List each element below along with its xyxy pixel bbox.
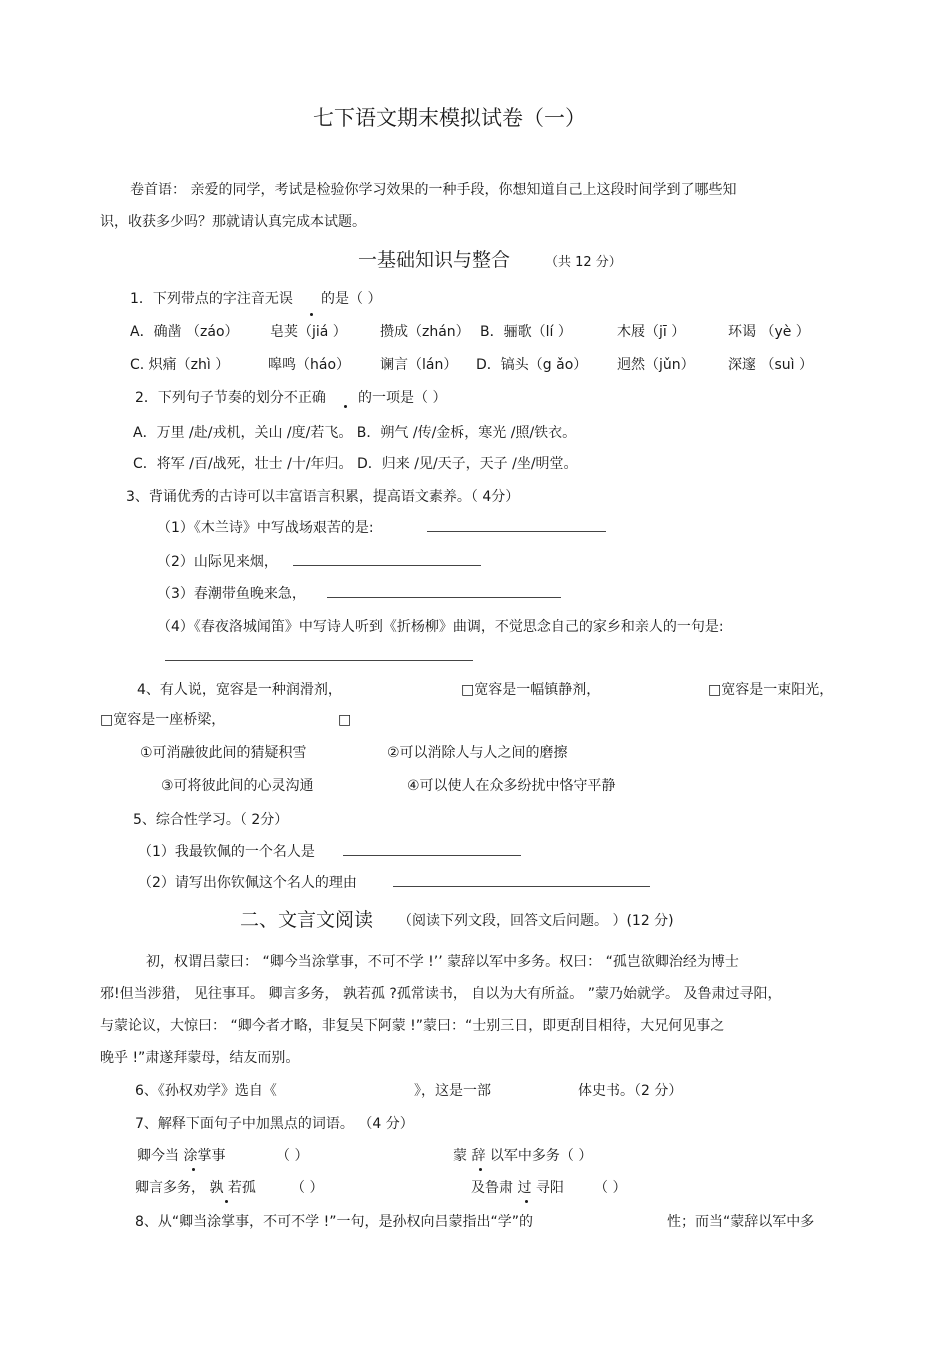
q7-answer-paren: （ ）: [291, 1180, 324, 1196]
intro-line-1: 卷首语： 亲爱的同学，考试是检验你学习效果的一种手段，你想知道自己上这段时间学到了哪些知: [130, 182, 737, 198]
q5-item: （1）我最钦佩的一个名人是: [138, 844, 315, 860]
q3-item: （4）《春夜洛城闻笛》中写诗人听到《折杨柳》曲调，不觉思念自己的家乡和亲人的一句是:: [157, 619, 724, 635]
q4-option: ④可以使人在众多纷扰中恪守平静: [407, 778, 616, 794]
emphasis-dot: [525, 1200, 528, 1203]
q3-item: （3）春潮带鱼晚来急，: [157, 586, 306, 602]
q7-item: 卿言多务， 孰 若孤: [135, 1180, 256, 1196]
q4-segment: □宽容是一座桥梁，: [100, 712, 226, 728]
q1-stem-end: 的是（ ）: [321, 291, 382, 307]
q1-option: 嗥鸣（háo）: [268, 357, 351, 373]
q8-stem-end: 性；而当“蒙辞以军中多: [667, 1214, 815, 1230]
q1-option: 谰言（lán）: [380, 357, 458, 373]
emphasis-dot: [225, 1200, 228, 1203]
answer-blank[interactable]: [343, 855, 521, 856]
section2-heading: 二、文言文阅读: [240, 909, 374, 931]
answer-blank[interactable]: [427, 531, 606, 532]
q1-option: 攒成（zhán）: [380, 324, 470, 340]
q1-stem: 1．下列带点的字注音无误: [130, 291, 293, 307]
q7-item: 卿今当 涂掌事: [137, 1148, 226, 1164]
q2-options-ab: A．万里 /赴/戎机，关山 /度/若飞。 B．朔气 /传/金柝，寒光 /照/铁衣。: [133, 425, 577, 441]
page-title: 七下语文期末模拟试卷（一）: [313, 106, 586, 130]
q7-answer-paren: （ ）: [594, 1180, 627, 1196]
passage-line: 晚乎 !”肃遂拜蒙母，结友而别。: [100, 1050, 300, 1066]
q4-option: ①可消融彼此间的猜疑积雪: [140, 745, 307, 761]
q2-stem-end: 的一项是（ ）: [358, 390, 447, 406]
q2-stem: 2．下列句子节奏的划分不正确: [135, 390, 326, 406]
q1-option: 木屐（jī ）: [617, 324, 686, 340]
q4-segment: □宽容是一幅镇静剂，: [461, 682, 601, 698]
q6-stem-mid: 》，这是一部: [414, 1083, 491, 1099]
q4-option: ②可以消除人与人之间的磨擦: [387, 745, 568, 761]
q4-segment: □: [338, 712, 352, 728]
q4-segment: □宽容是一束阳光，: [708, 682, 834, 698]
q1-option: 深邃 （suì ）: [728, 357, 813, 373]
answer-blank[interactable]: [393, 886, 650, 887]
emphasis-dot: [479, 1168, 482, 1171]
passage-line: 与蒙论议，大惊曰： “卿今者才略，非复吴下阿蒙 !”蒙曰：“士别三日，即更刮目相待，大兄何见事之: [100, 1018, 725, 1034]
answer-blank[interactable]: [165, 660, 473, 661]
q6-stem-end: 体史书。（2 分）: [578, 1083, 683, 1099]
emphasis-dot: [192, 1168, 195, 1171]
answer-blank[interactable]: [327, 597, 561, 598]
q1-option: B．骊歌（lí ）: [480, 324, 572, 340]
q7-stem: 7、解释下面句子中加黑点的词语。 （4 分）: [135, 1116, 414, 1132]
passage-line: 邪!但当涉猎， 见往事耳。 卿言多务， 孰若孤 ?孤常读书， 自以为大有所益。 ”蒙乃始就学。 及鲁肃过寻阳，: [100, 986, 782, 1002]
q4-option: ③可将彼此间的心灵沟通: [161, 778, 314, 794]
q1-option: A．确凿 （záo）: [130, 324, 239, 340]
q3-item: （1）《木兰诗》中写战场艰苦的是:: [157, 520, 374, 536]
q1-option: D．镐头（g ǎo）: [476, 357, 588, 373]
q4-stem: 4、有人说，宽容是一种润滑剂，: [137, 682, 342, 698]
q3-stem: 3、背诵优秀的古诗可以丰富语言积累，提高语文素养。（ 4分）: [126, 489, 520, 505]
q7-item: 及鲁肃 过 寻阳: [471, 1180, 564, 1196]
section2-note: （阅读下列文段，回答文后问题。 ）(12 分): [398, 913, 674, 929]
answer-blank[interactable]: [293, 565, 481, 566]
emphasis-dot: [310, 313, 313, 316]
q7-answer-paren: （ ）: [276, 1148, 309, 1164]
passage-line: 初，权谓吕蒙曰： “卿今当涂掌事，不可不学 !’’ 蒙辞以军中多务。权曰： “孤岂欲卿治经为博士: [146, 954, 739, 970]
q6-stem: 6、《孙权劝学》选自《: [135, 1083, 277, 1099]
q1-option: C. 炽痛（zhì ）: [130, 357, 230, 373]
q1-option: 迥然（jǔn）: [617, 357, 695, 373]
q7-item: 蒙 辞 以军中多务（ ）: [453, 1148, 593, 1164]
q1-option: 皂荚（jiá ）: [270, 324, 347, 340]
q2-options-cd: C．将军 /百/战死，壮士 /十/年归。 D．归来 /见/天子，天子 /坐/明堂。: [133, 456, 578, 472]
q5-item: （2）请写出你钦佩这个名人的理由: [138, 875, 357, 891]
q8-stem: 8、从“卿当涂掌事，不可不学 !”一句，是孙权向吕蒙指出“学”的: [135, 1214, 533, 1230]
section1-points: （共 12 分）: [545, 255, 622, 270]
emphasis-dot: [344, 405, 347, 408]
q1-option: 环谒 （yè ）: [728, 324, 810, 340]
q3-item: （2）山际见来烟，: [157, 554, 278, 570]
section1-heading: 一基础知识与整合: [358, 249, 511, 271]
q5-stem: 5、综合性学习。（ 2分）: [133, 812, 289, 828]
intro-line-2: 识，收获多少吗？那就请认真完成本试题。: [100, 214, 366, 230]
